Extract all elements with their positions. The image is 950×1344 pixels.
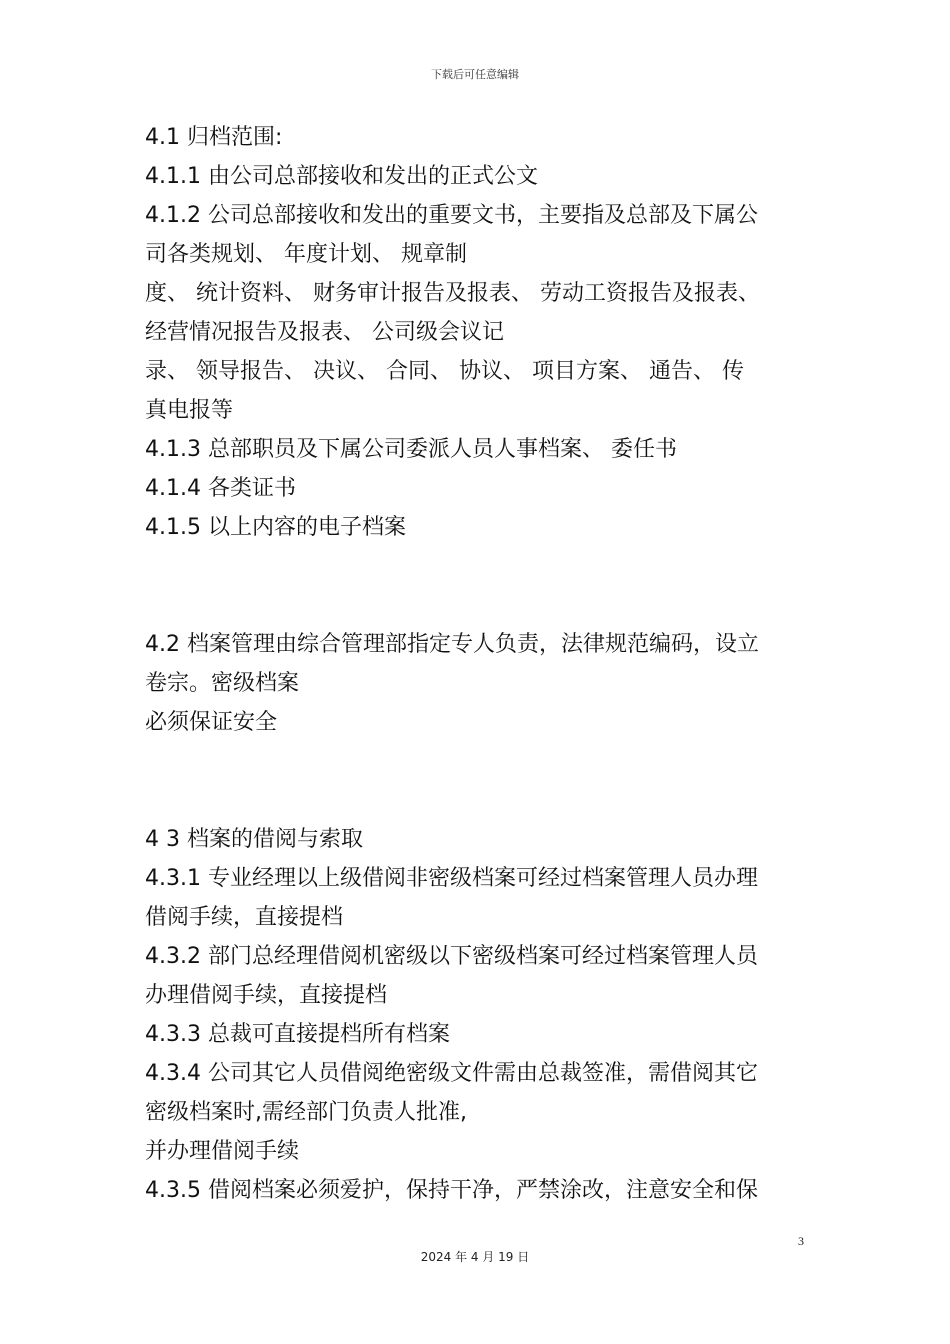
paragraph-line: 4.1.2 公司总部接收和发出的重要文书，主要指及总部及下属公 xyxy=(145,203,758,228)
paragraph-line: 4.1.3 总部职员及下属公司委派人员人事档案、 委任书 xyxy=(145,437,677,462)
page-header: 下载后可任意编辑 xyxy=(431,68,519,81)
paragraph-line: 4.1 归档范围: xyxy=(145,125,283,150)
paragraph-line: 办理借阅手续，直接提档 xyxy=(145,983,388,1008)
section-archive-scope xyxy=(145,118,815,547)
paragraph-line: 4.3.3 总裁可直接提档所有档案 xyxy=(145,1022,450,1047)
paragraph-line: 4.3.1 专业经理以上级借阅非密级档案可经过档案管理人员办理 xyxy=(145,866,758,891)
paragraph-line: 录、 领导报告、 决议、 合同、 协议、 项目方案、 通告、 传 xyxy=(145,359,744,384)
paragraph-line: 必须保证安全 xyxy=(145,710,278,735)
section-spacer xyxy=(145,547,815,625)
paragraph-line: 借阅手续，直接提档 xyxy=(145,905,344,930)
paragraph-line: 4.1.4 各类证书 xyxy=(145,476,296,501)
paragraph-line: 4.1.5 以上内容的电子档案 xyxy=(145,515,406,540)
paragraph-line: 4.3.2 部门总经理借阅机密级以下密级档案可经过档案管理人员 xyxy=(145,944,758,969)
paragraph-line: 司各类规划、 年度计划、 规章制 xyxy=(145,242,467,267)
paragraph-line: 经营情况报告及报表、 公司级会议记 xyxy=(145,320,504,345)
paragraph-line: 4.2 档案管理由综合管理部指定专人负责，法律规范编码，设立 xyxy=(145,632,759,657)
section-archive-borrowing xyxy=(145,820,815,1210)
page-number: 3 xyxy=(798,1234,804,1248)
paragraph-line: 并办理借阅手续 xyxy=(145,1139,300,1164)
paragraph-line: 4.1.1 由公司总部接收和发出的正式公文 xyxy=(145,164,538,189)
paragraph-line: 4.3.5 借阅档案必须爱护，保持干净，严禁涂改，注意安全和保 xyxy=(145,1178,758,1203)
document-body xyxy=(145,118,815,1210)
paragraph-line: 度、 统计资料、 财务审计报告及报表、 劳动工资报告及报表、 xyxy=(145,281,760,306)
paragraph-line: 卷宗。密级档案 xyxy=(145,671,300,696)
section-spacer xyxy=(145,742,815,820)
footer-date: 2024 年 4 月 19 日 xyxy=(420,1250,530,1264)
paragraph-line: 真电报等 xyxy=(145,398,234,423)
paragraph-line: 密级档案时,需经部门负责人批准, xyxy=(145,1100,467,1125)
section-archive-management xyxy=(145,625,815,742)
paragraph-line: 4 3 档案的借阅与索取 xyxy=(145,827,363,852)
paragraph-line: 4.3.4 公司其它人员借阅绝密级文件需由总裁签准，需借阅其它 xyxy=(145,1061,758,1086)
